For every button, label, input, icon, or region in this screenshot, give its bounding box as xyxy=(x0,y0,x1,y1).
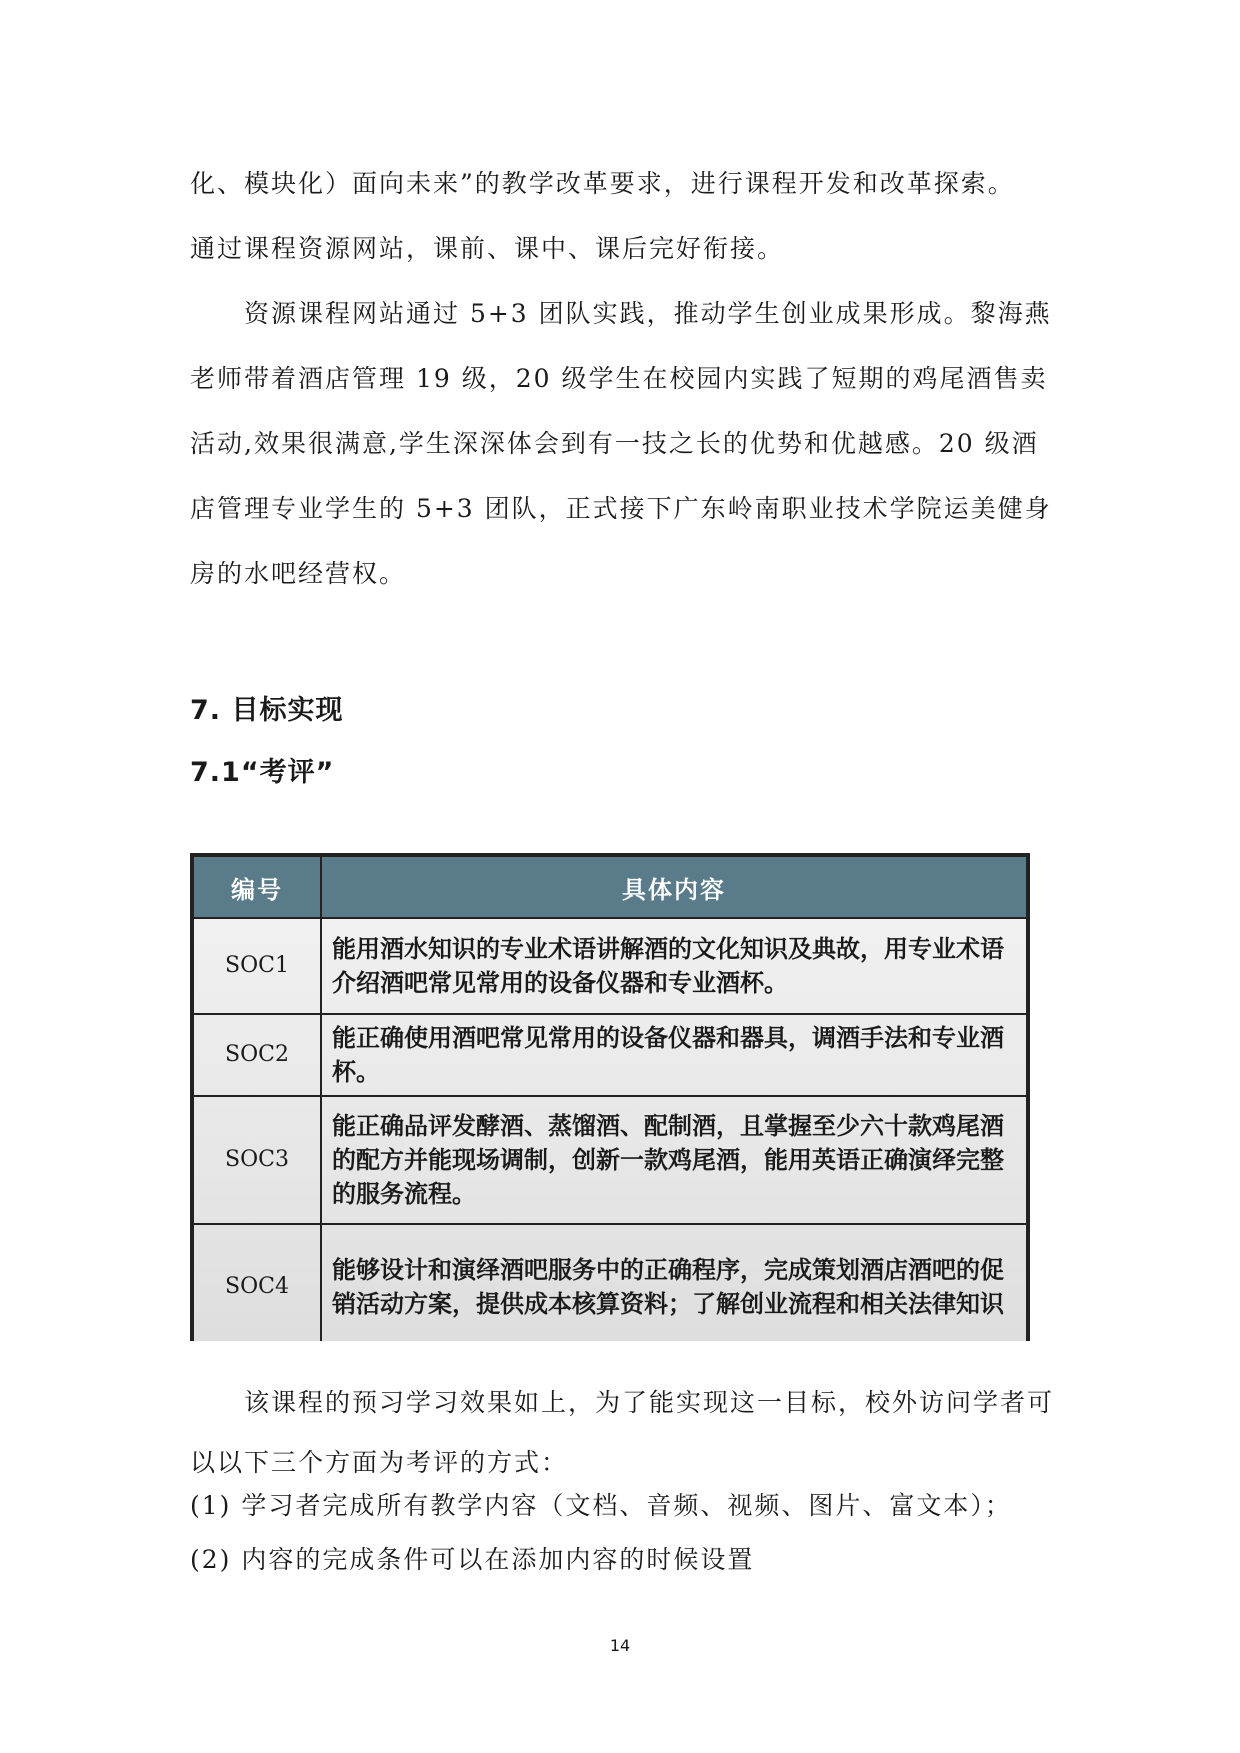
table-cell-code: SOC2 xyxy=(193,1014,321,1096)
table-header-code: 编号 xyxy=(193,856,321,918)
table-header-content: 具体内容 xyxy=(321,856,1027,918)
table-cell-content: 能正确品评发酵酒、蒸馏酒、配制酒，且掌握至少六十款鸡尾酒的配方并能现场调制，创新一款鸡尾酒，能用英语正确演绎完整的服务流程。 xyxy=(321,1096,1027,1224)
paragraph-assessment-intro: 该课程的预习学习效果如上，为了能实现这一目标，校外访问学者可以以下三个方面为考评的方式： xyxy=(190,1388,1055,1477)
table-cell-content: 能用酒水知识的专业术语讲解酒的文化知识及典故，用专业术语介绍酒吧常见常用的设备仪器和专业酒杯。 xyxy=(321,918,1027,1014)
table-cell-code: SOC4 xyxy=(193,1224,321,1341)
table-cell-code: SOC1 xyxy=(193,918,321,1014)
paragraph-team-practice: 资源课程网站通过 5+3 团队实践，推动学生创业成果形成。黎海燕老师带着酒店管理 19 级，20 级学生在校园内实践了短期的鸡尾酒售卖活动,效果很满意,学生深深体会到有一技之长的优势和优越感。20 级酒店管理专业学生的 5+3 团队，正式接下广东岭南职业技术学院运美健身房的水吧经营权。 xyxy=(190,299,1052,588)
section-7-1-heading: 7.1“考评” xyxy=(190,757,335,788)
list-item: (1) 学习者完成所有教学内容（文档、音频、视频、图片、富文本）； xyxy=(190,1491,1012,1520)
table-row xyxy=(193,1224,1027,1341)
table-row xyxy=(193,1096,1027,1224)
assessment-table xyxy=(190,853,1030,1341)
intro-line-2: 通过课程资源网站，课前、课中、课后完好衔接。 xyxy=(190,234,785,263)
list-item: (2) 内容的完成条件可以在添加内容的时候设置 xyxy=(190,1545,755,1574)
table-row xyxy=(193,1014,1027,1096)
page-number: 14 xyxy=(609,1636,631,1655)
table-cell-code: SOC3 xyxy=(193,1096,321,1224)
intro-line-1: 化、模块化）面向未来”的教学改革要求，进行课程开发和改革探索。 xyxy=(190,169,1015,198)
table-cell-content: 能正确使用酒吧常见常用的设备仪器和器具，调酒手法和专业酒杯。 xyxy=(321,1014,1027,1096)
table-cell-content: 能够设计和演绎酒吧服务中的正确程序，完成策划酒店酒吧的促销活动方案，提供成本核算资料；了解创业流程和相关法律知识 xyxy=(321,1224,1027,1341)
table-row xyxy=(193,918,1027,1014)
section-7-heading: 7. 目标实现 xyxy=(190,695,344,726)
